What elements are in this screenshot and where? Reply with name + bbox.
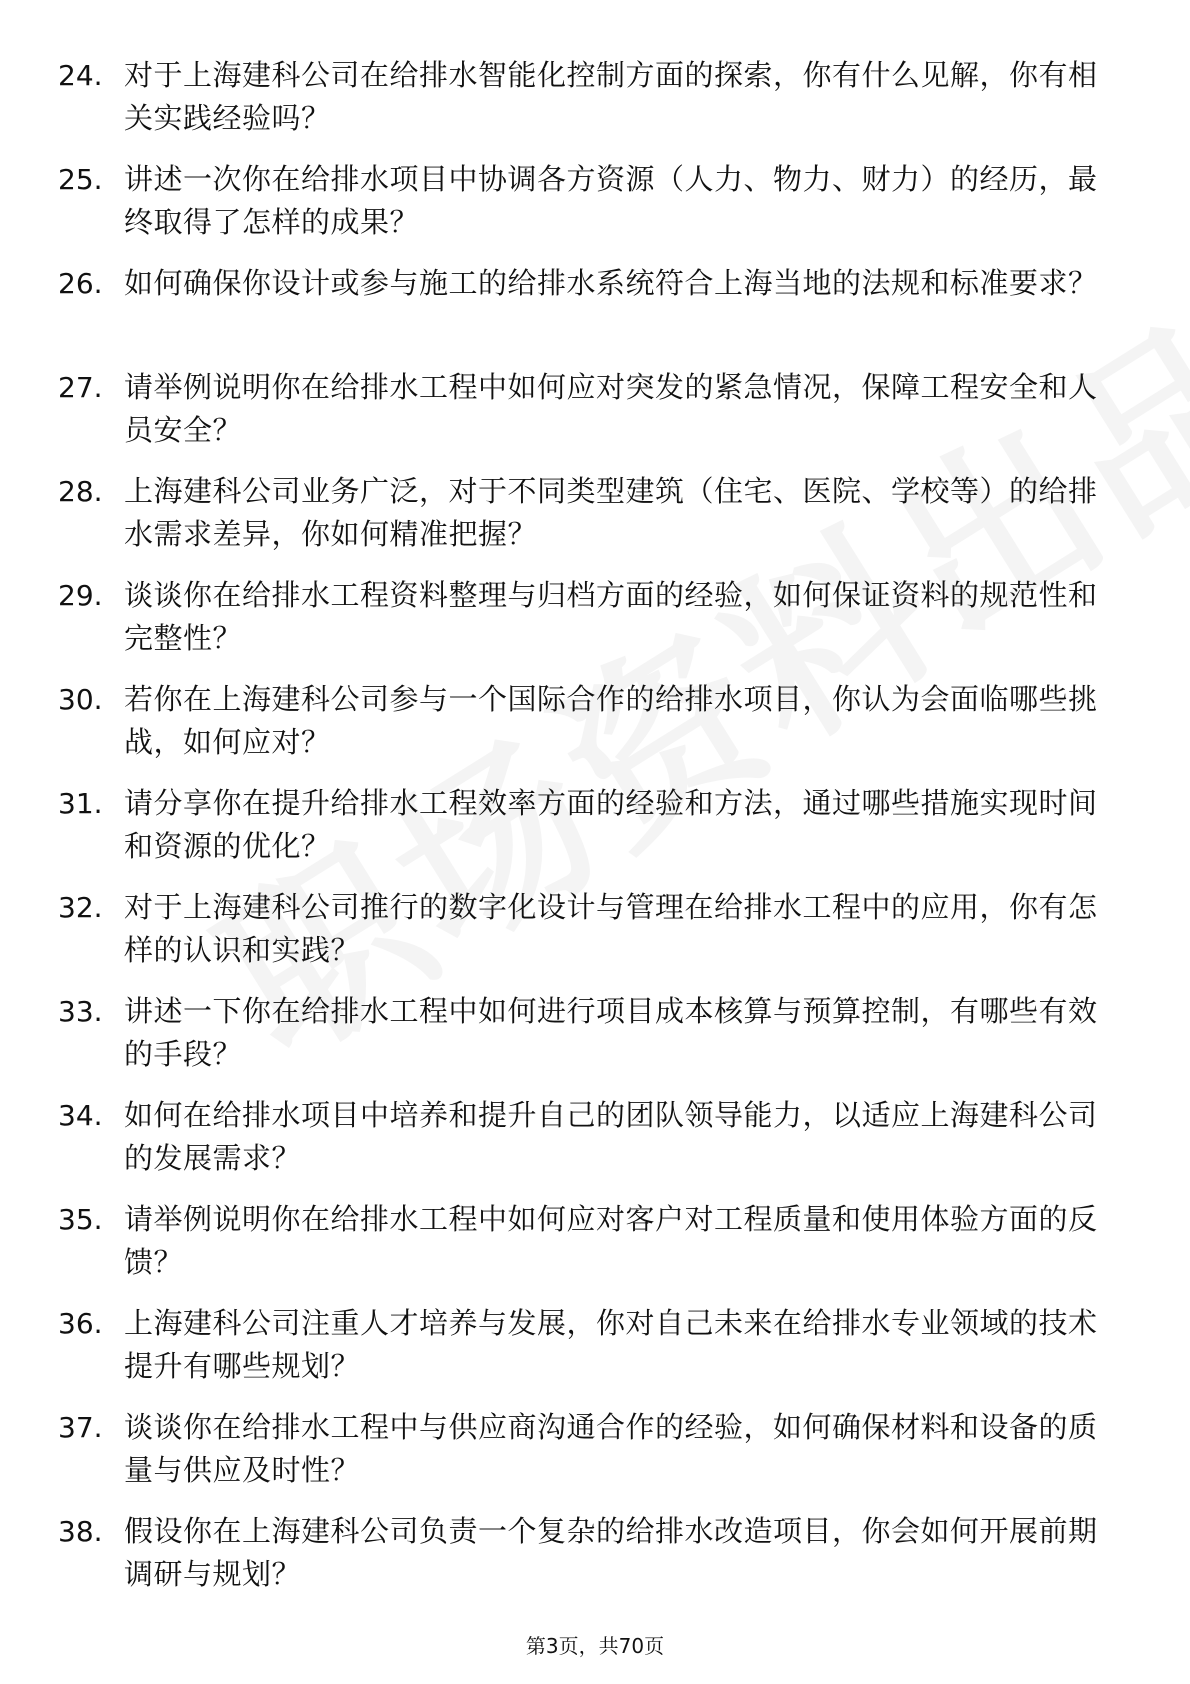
question-text: 谈谈你在给排水工程资料整理与归档方面的经验，如何保证资料的规范性和完整性？: [124, 578, 1098, 655]
question-item: [58, 1302, 1118, 1406]
question-text: 请举例说明你在给排水工程中如何应对突发的紧急情况，保障工程安全和人员安全？: [124, 370, 1098, 447]
question-item: [58, 1198, 1118, 1302]
question-item: [58, 886, 1118, 990]
question-number: 37.: [58, 1411, 103, 1444]
question-number: 36.: [58, 1307, 103, 1340]
question-item: [58, 54, 1118, 158]
question-item: [58, 470, 1118, 574]
question-text: 如何在给排水项目中培养和提升自己的团队领导能力，以适应上海建科公司的发展需求？: [124, 1098, 1098, 1175]
question-number: 29.: [58, 579, 103, 612]
question-item: [58, 1094, 1118, 1198]
question-list: [58, 54, 1118, 1614]
question-text: 假设你在上海建科公司负责一个复杂的给排水改造项目，你会如何开展前期调研与规划？: [124, 1514, 1098, 1591]
question-text: 讲述一次你在给排水项目中协调各方资源（人力、物力、财力）的经历，最终取得了怎样的成果？: [124, 162, 1098, 239]
question-text: 请举例说明你在给排水工程中如何应对客户对工程质量和使用体验方面的反馈？: [124, 1202, 1098, 1279]
question-number: 24.: [58, 59, 103, 92]
question-number: 35.: [58, 1203, 103, 1236]
question-text: 对于上海建科公司推行的数字化设计与管理在给排水工程中的应用，你有怎样的认识和实践？: [124, 890, 1098, 967]
question-item: [58, 990, 1118, 1094]
question-number: 33.: [58, 995, 103, 1028]
question-text: 上海建科公司注重人才培养与发展，你对自己未来在给排水专业领域的技术提升有哪些规划？: [124, 1306, 1098, 1383]
page-number: 第3页，共70页: [525, 1634, 665, 1658]
question-item: [58, 366, 1118, 470]
question-item: [58, 158, 1118, 262]
question-item: [58, 262, 1118, 366]
question-text: 若你在上海建科公司参与一个国际合作的给排水项目，你认为会面临哪些挑战，如何应对？: [124, 682, 1098, 759]
question-number: 32.: [58, 891, 103, 924]
question-text: 对于上海建科公司在给排水智能化控制方面的探索，你有什么见解，你有相关实践经验吗？: [124, 58, 1098, 135]
question-item: [58, 574, 1118, 678]
question-text: 上海建科公司业务广泛，对于不同类型建筑（住宅、医院、学校等）的给排水需求差异，你如何精准把握？: [124, 474, 1098, 551]
question-number: 38.: [58, 1515, 103, 1548]
question-text: 请分享你在提升给排水工程效率方面的经验和方法，通过哪些措施实现时间和资源的优化？: [124, 786, 1098, 863]
question-number: 26.: [58, 267, 103, 300]
question-text: 谈谈你在给排水工程中与供应商沟通合作的经验，如何确保材料和设备的质量与供应及时性？: [124, 1410, 1098, 1487]
question-number: 27.: [58, 371, 103, 404]
question-number: 28.: [58, 475, 103, 508]
question-item: [58, 782, 1118, 886]
question-text: 讲述一下你在给排水工程中如何进行项目成本核算与预算控制，有哪些有效的手段？: [124, 994, 1098, 1071]
question-number: 25.: [58, 163, 103, 196]
question-number: 31.: [58, 787, 103, 820]
question-number: 34.: [58, 1099, 103, 1132]
question-text: 如何确保你设计或参与施工的给排水系统符合上海当地的法规和标准要求？: [124, 266, 1098, 300]
question-item: [58, 1406, 1118, 1510]
question-item: [58, 1510, 1118, 1614]
question-number: 30.: [58, 683, 103, 716]
question-item: [58, 678, 1118, 782]
